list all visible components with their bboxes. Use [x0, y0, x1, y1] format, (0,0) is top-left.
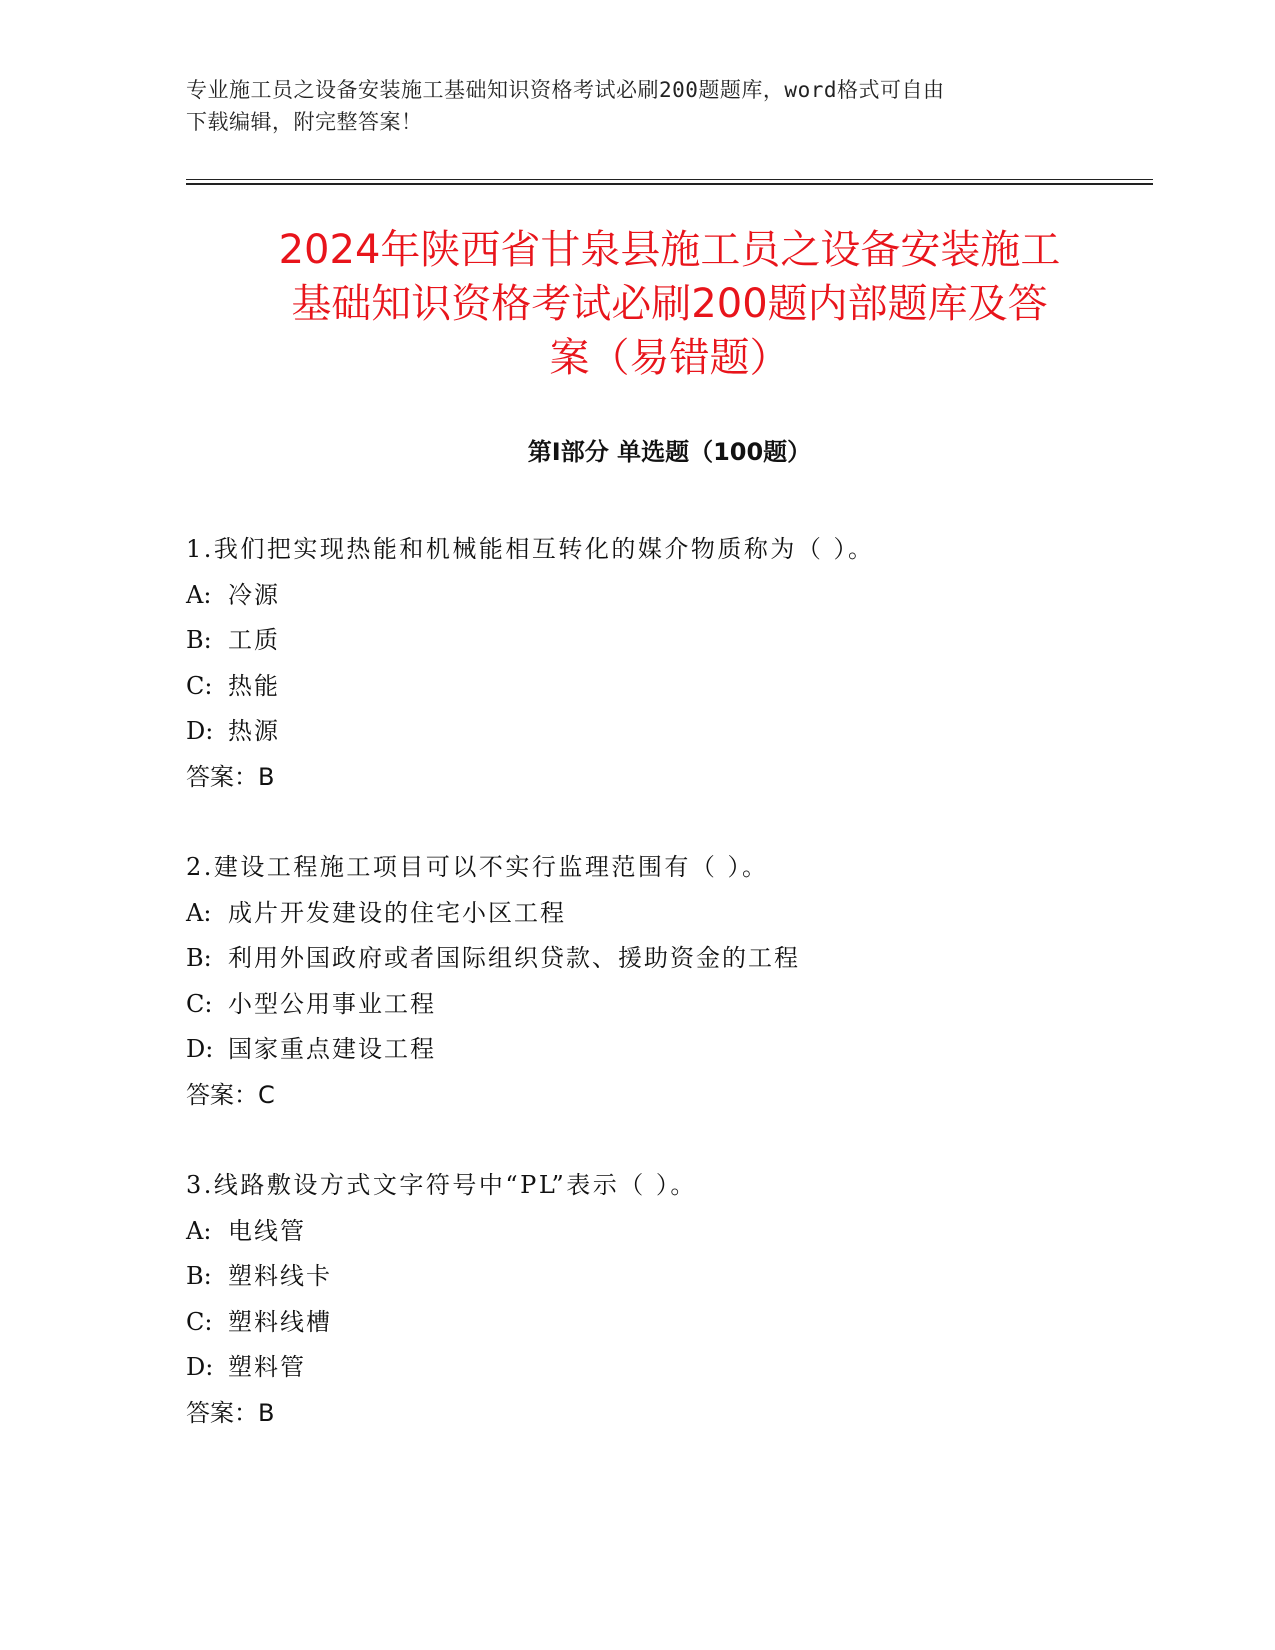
option-text: 成片开发建设的住宅小区工程 — [228, 898, 566, 927]
option-text: 国家重点建设工程 — [228, 1035, 436, 1063]
question-stem: 1.我们把实现热能和机械能相互转化的媒介物质称为（ ）。 — [186, 535, 875, 563]
document-title — [186, 223, 1153, 385]
option-letter: B: — [186, 944, 212, 972]
option-letter: C: — [186, 671, 213, 700]
header-divider-thick — [186, 183, 1153, 185]
option-letter: A: — [186, 1216, 212, 1245]
section-title: 第Ⅰ部分 单选题（100题） — [527, 438, 812, 466]
question-2 — [186, 845, 1153, 1118]
header-divider-thin — [186, 179, 1153, 180]
option-text: 热源 — [228, 717, 280, 745]
option-d — [186, 1345, 1153, 1391]
option-text: 电线管 — [228, 1216, 306, 1245]
option-text: 热能 — [228, 671, 280, 700]
question-1 — [186, 527, 1153, 800]
option-text: 塑料线卡 — [228, 1262, 332, 1290]
option-d — [186, 1027, 1153, 1073]
option-letter: B: — [186, 1262, 212, 1290]
question-stem: 2.建设工程施工项目可以不实行监理范围有（ ）。 — [186, 853, 769, 881]
option-text: 冷源 — [228, 580, 280, 609]
option-letter: A: — [186, 898, 212, 927]
option-letter: A: — [186, 580, 212, 609]
option-a — [186, 1209, 1153, 1255]
option-letter: C: — [186, 989, 213, 1018]
option-b — [186, 618, 1153, 664]
question-3 — [186, 1163, 1153, 1436]
option-text: 塑料管 — [228, 1353, 306, 1381]
option-text: 利用外国政府或者国际组织贷款、援助资金的工程 — [228, 944, 800, 972]
option-c — [186, 1300, 1153, 1346]
option-c — [186, 982, 1153, 1028]
option-letter: D: — [186, 717, 214, 745]
option-letter: D: — [186, 1035, 214, 1063]
option-letter: C: — [186, 1307, 213, 1336]
option-b — [186, 1254, 1153, 1300]
answer-line: 答案：C — [186, 1080, 275, 1109]
title-line-1: 2024年陕西省甘泉县施工员之设备安装施工 — [278, 227, 1061, 273]
option-letter: B: — [186, 626, 212, 654]
option-a — [186, 891, 1153, 937]
answer-line: 答案：B — [186, 1398, 275, 1427]
option-d — [186, 709, 1153, 755]
header-note — [186, 74, 1086, 138]
header-note-line-1: 专业施工员之设备安装施工基础知识资格考试必刷200题题库，word格式可自由 — [186, 78, 945, 102]
option-letter: D: — [186, 1353, 214, 1381]
option-text: 工质 — [228, 626, 280, 654]
question-stem: 3.线路敷设方式文字符号中“PL”表示（ ）。 — [186, 1171, 697, 1199]
header-note-line-2: 下载编辑，附完整答案！ — [186, 110, 423, 134]
title-line-3: 案（易错题） — [549, 335, 790, 381]
option-c — [186, 664, 1153, 710]
title-line-2: 基础知识资格考试必刷200题内部题库及答 — [291, 281, 1048, 327]
option-b — [186, 936, 1153, 982]
option-text: 小型公用事业工程 — [228, 989, 436, 1018]
answer-line: 答案：B — [186, 762, 275, 791]
option-a — [186, 573, 1153, 619]
option-text: 塑料线槽 — [228, 1307, 332, 1336]
